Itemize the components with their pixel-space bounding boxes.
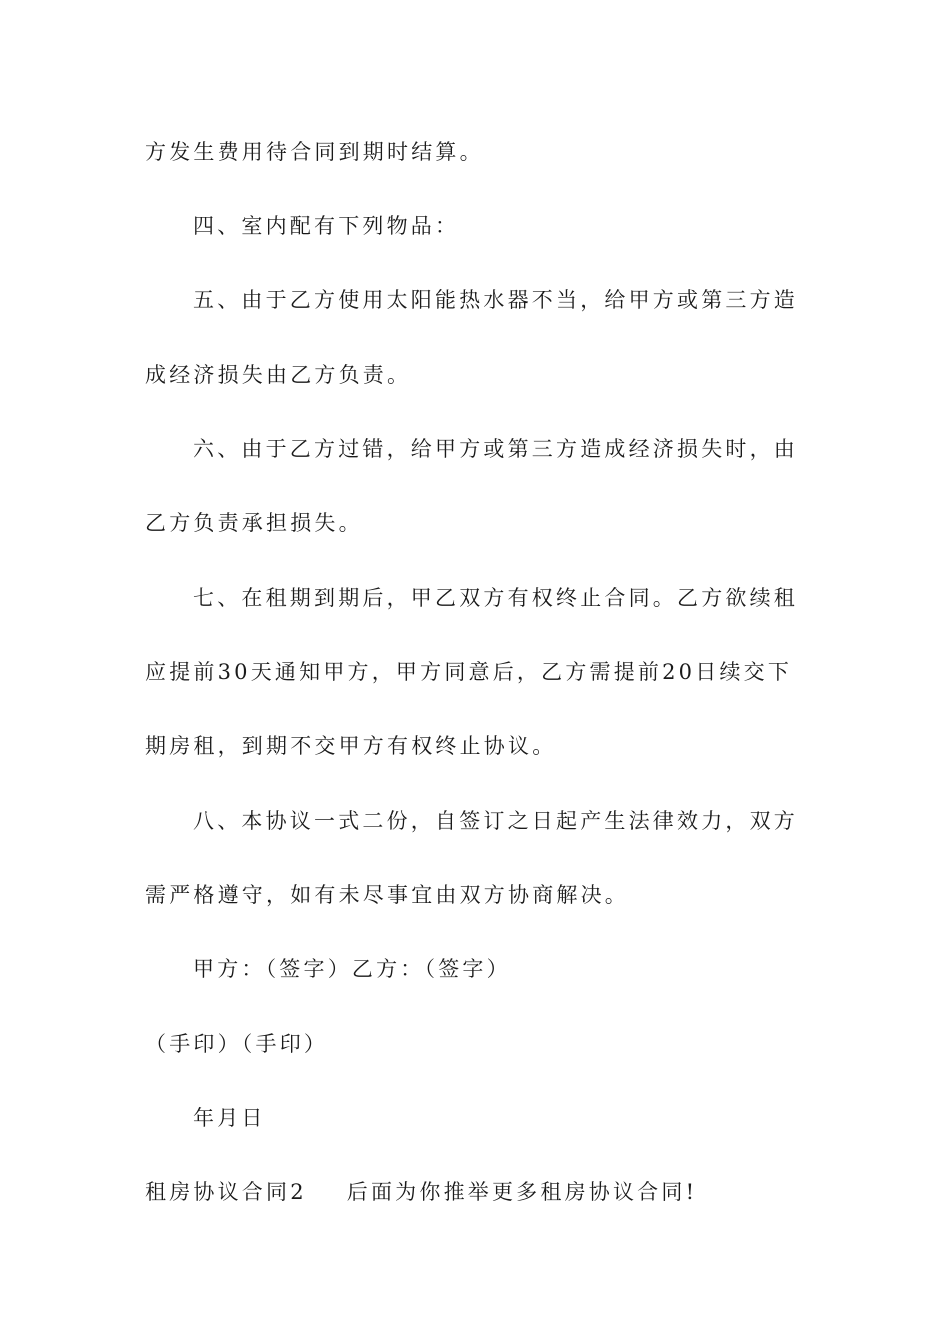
paragraph-line: 成经济损失由乙方负责。	[145, 363, 412, 387]
paragraph-line: 八、本协议一式二份，自签订之日起产生法律效力，双方	[193, 809, 798, 833]
footer-line	[145, 1178, 815, 1206]
paragraph-line: 乙方负责承担损失。	[145, 511, 363, 535]
paragraph-line: 期房租，到期不交甲方有权终止协议。	[145, 734, 557, 758]
footer-title: 租房协议合同2	[145, 1180, 307, 1204]
footer-note: 后面为你推举更多租房协议合同!	[346, 1180, 698, 1204]
paragraph-line: 七、在租期到期后，甲乙双方有权终止合同。乙方欲续租	[193, 586, 798, 610]
date-line: 年月日	[193, 1106, 266, 1130]
paragraph-line: 四、室内配有下列物品：	[193, 214, 460, 238]
fingerprint-line: （手印）（手印）	[145, 1032, 329, 1056]
paragraph-line: 需严格遵守，如有未尽事宜由双方协商解决。	[145, 883, 629, 907]
paragraph-line: 五、由于乙方使用太阳能热水器不当，给甲方或第三方造	[193, 288, 798, 312]
paragraph-line: 方发生费用待合同到期时结算。	[145, 140, 484, 164]
paragraph-line: 应提前30天通知甲方，甲方同意后，乙方需提前20日续交下	[145, 660, 793, 684]
signature-line: 甲方：（签字）乙方：（签字）	[193, 957, 511, 981]
paragraph-line: 六、由于乙方过错，给甲方或第三方造成经济损失时，由	[193, 437, 798, 461]
